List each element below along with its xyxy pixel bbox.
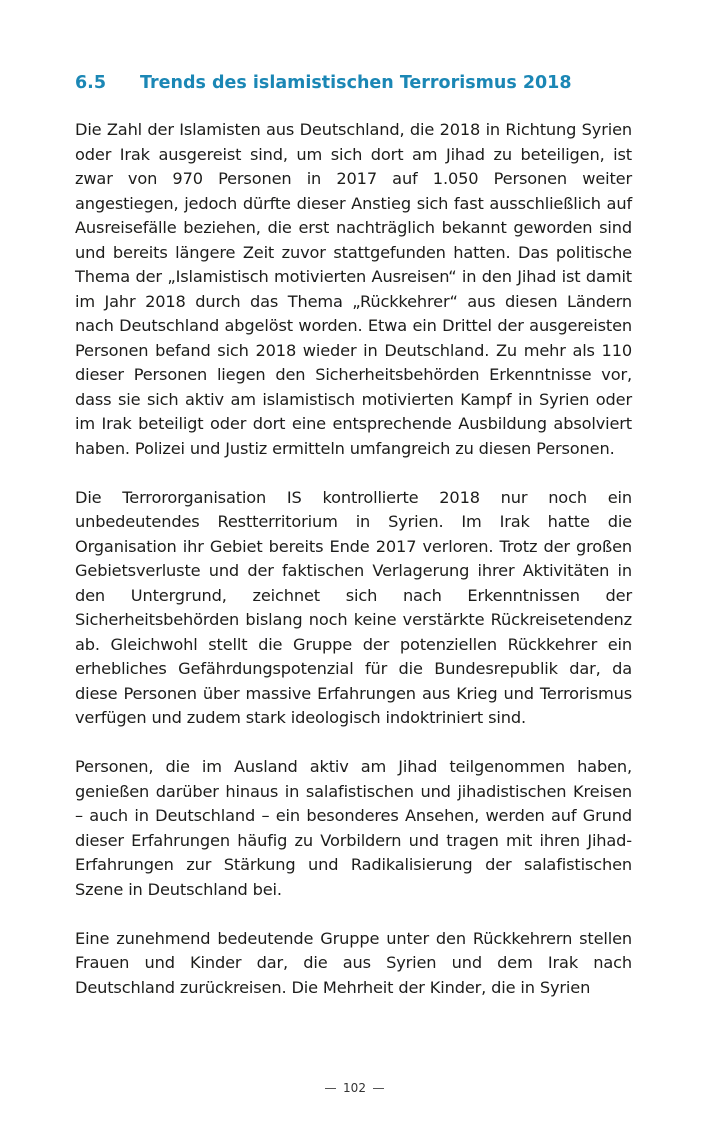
document-page xyxy=(75,70,632,1025)
section-heading xyxy=(75,70,632,96)
footer-dash-left xyxy=(325,1088,336,1089)
paragraph-returnees-statistics: Die Zahl der Islamisten aus Deutschland, die 2018 in Richtung Syrien oder Irak ausgereist sind, um sich dort am Jihad zu beteiligen, ist zwar von 970 Personen in 2017 auf 1.050 Personen weiter angestiegen, jedoch dürfte dieser Anstieg sich fast ausschließlich auf Ausreisefälle beziehen, die erst nachträglich bekannt geworden sind und bereits längere Zeit zuvor stattgefunden hatten. Das politische Thema der „Islamistisch motivierten Ausreisen“ in den Jihad ist damit im Jahr 2018 durch das Thema „Rückkehrer“ aus diesen Ländern nach Deutschland abgelöst worden. Etwa ein Drittel der ausgereisten Personen befand sich 2018 wieder in Deutschland. Zu mehr als 110 dieser Personen liegen den Sicherheitsbehörden Erkenntnisse vor, dass sie sich aktiv am islamistisch motivierten Kampf in Syrien oder im Irak beteiligt oder dort eine entsprechende Ausbildung absolviert haben. Polizei und Justiz ermitteln umfangreich zu diesen Personen. xyxy=(75,120,632,458)
paragraph-jihad-reputation: Personen, die im Ausland aktiv am Jihad teilgenommen haben, genießen darüber hinaus in salafistischen und jihadistischen Kreisen – auch in Deutschland – ein besonderes Ansehen, werden auf Grund dieser Erfahrungen häufig zu Vorbildern und tragen mit ihren Jihad-Erfahrungen zur Stärkung und Radikalisierung der salafistischen Szene in Deutschland bei. xyxy=(75,757,632,899)
page-footer xyxy=(0,1080,709,1096)
section-number: 6.5 xyxy=(75,73,107,93)
section-title: Trends des islamistischen Terrorismus 2018 xyxy=(140,73,572,93)
footer-dash-right xyxy=(373,1088,384,1089)
paragraph-women-children: Eine zunehmend bedeutende Gruppe unter den Rückkehrern stellen Frauen und Kinder dar, die aus Syrien und dem Irak nach Deutschland zurückreisen. Die Mehrheit der Kinder, die in Syrien xyxy=(75,928,632,997)
paragraph-is-territory: Die Terrororganisation IS kontrollierte 2018 nur noch ein unbedeutendes Restterritorium in Syrien. Im Irak hatte die Organisation ihr Gebiet bereits Ende 2017 verloren. Trotz der großen Gebietsverluste und der faktischen Verlagerung ihrer Aktivitäten in den Untergrund, zeichnet sich nach Erkenntnissen der Sicherheitsbehörden bislang noch keine verstärkte Rückreisetendenz ab. Gleichwohl stellt die Gruppe der potenziellen Rückkehrer ein erhebliches Gefährdungspotenzial für die Bundesrepublik dar, da diese Personen über massive Erfahrungen aus Krieg und Terrorismus verfügen und zudem stark ideologisch indoktriniert sind. xyxy=(75,487,632,727)
page-number: 102 xyxy=(343,1081,366,1095)
